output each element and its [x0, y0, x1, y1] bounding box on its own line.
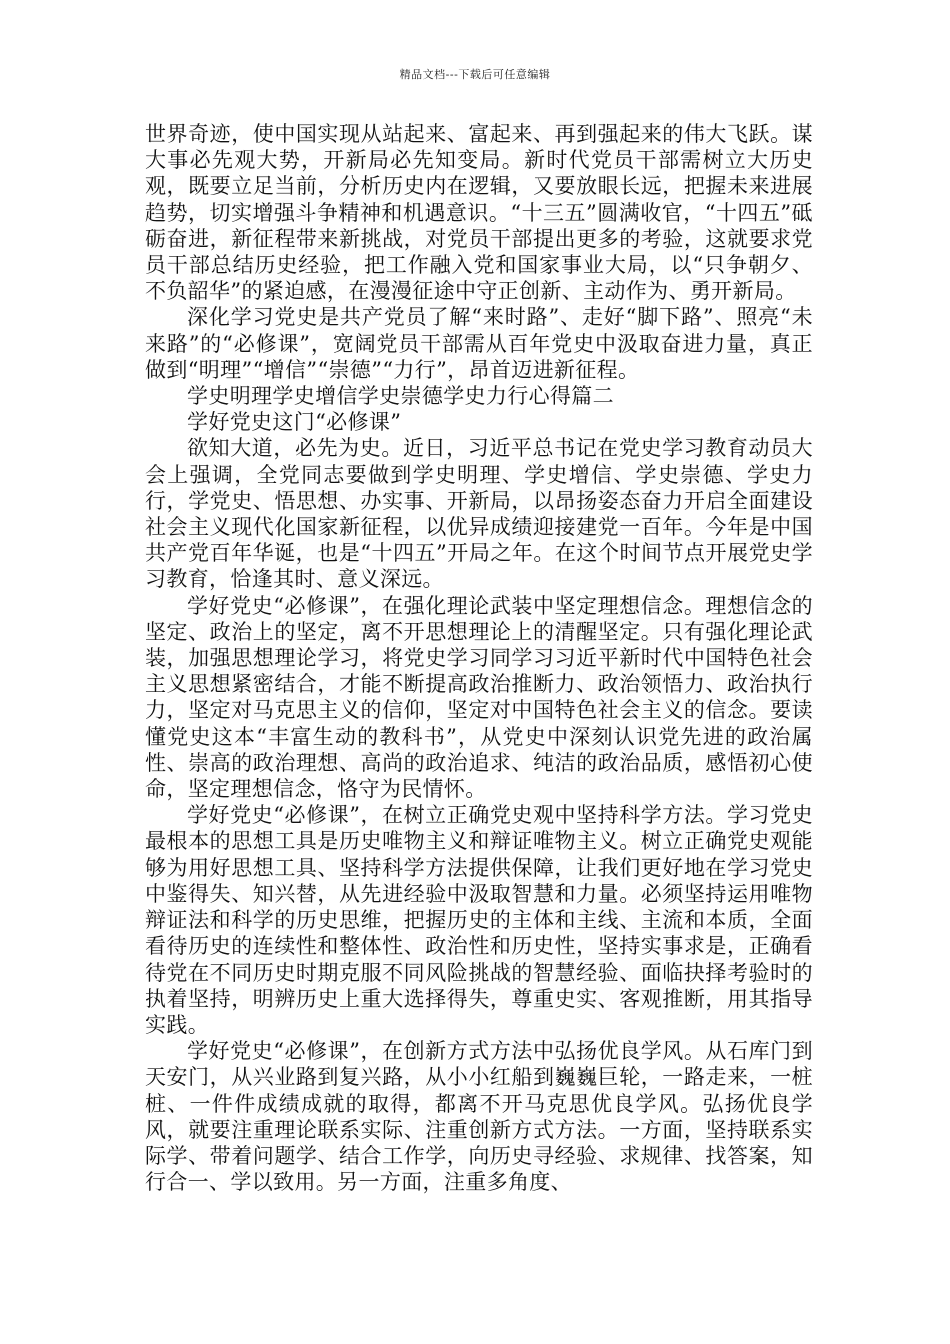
paragraph-5: 学好党史“必修课”，在树立正确党史观中坚持科学方法。学习党史最根本的思想工具是历史唯物主义和辩证唯物主义。树立正确党史观能够为用好思想工具、坚持科学方法提供保障，让我们更好地在学习党史中鉴得失、知兴替，从先进经验中汲取智慧和力量。必须坚持运用唯物辩证法和科学的历史思维，把握历史的主体和主线、主流和本质，全面看待历史的连续性和整体性、政治性和历史性，坚持实事求是，正确看待党在不同历史时期克服不同风险挑战的智慧经验、面临抉择考验时的执着坚持，明辨历史上重大选择得失，尊重史实、客观推断，用其指导实践。 — [145, 803, 813, 1037]
section-subtitle: 学好党史这门“必修课” — [187, 410, 402, 435]
paragraph-3: 欲知大道，必先为史。近日，习近平总书记在党史学习教育动员大会上强调，全党同志要做到学史明理、学史增信、学史崇德、学史力行，学党史、悟思想、办实事、开新局，以昂扬姿态奋力开启全面建设社会主义现代化国家新征程，以优异成绩迎接建党一百年。今年是中国共产党百年华诞，也是“十四五”开局之年。在这个时间节点开展党史学习教育，恰逢其时、意义深远。 — [145, 436, 813, 592]
section-title: 学史明理学史增信学史崇德学史力行心得篇二 — [187, 384, 614, 409]
paragraph-2: 深化学习党史是共产党员了解“来时路”、走好“脚下路”、照亮“未来路”的“必修课”，宽阔党员干部需从百年党史中汲取奋进力量，真正做到“明理”“增信”“崇德”“力行”，昂首迈进新征程。 — [145, 305, 813, 382]
document-body — [145, 121, 813, 1195]
paragraph-4: 学好党史“必修课”，在强化理论武装中坚定理想信念。理想信念的坚定、政治上的坚定，离不开思想理论上的清醒坚定。只有强化理论武装，加强思想理论学习，将党史学习同学习习近平新时代中国特色社会主义思想紧密结合，才能不断提高政治推断力、政治领悟力、政治执行力，坚定对马克思主义的信仰，坚定对中国特色社会主义的信念。要读懂党史这本“丰富生动的教科书”，从党史中深刻认识党先进的政治属性、崇高的政治理想、高尚的政治追求、纯洁的政治品质，感悟初心使命，坚定理想信念，恪守为民情怀。 — [145, 593, 813, 802]
paragraph-6: 学好党史“必修课”，在创新方式方法中弘扬优良学风。从石库门到天安门，从兴业路到复兴路，从小小红船到巍巍巨轮，一路走来，一桩桩、一件件成绩成就的取得，都离不开马克思优良学风。弘扬优良学风，就要注重理论联系实际、注重创新方式方法。一方面，坚持联系实际学、带着问题学、结合工作学，向历史寻经验、求规律、找答案，知行合一、学以致用。另一方面，注重多角度、 — [145, 1039, 813, 1195]
paragraph-1: 世界奇迹，使中国实现从站起来、富起来、再到强起来的伟大飞跃。谋大事必先观大势，开新局必先知变局。新时代党员干部需树立大历史观，既要立足当前，分析历史内在逻辑，又要放眼长远，把握未来进展趋势，切实增强斗争精神和机遇意识。“十三五”圆满收官，“十四五”砥砺奋进，新征程带来新挑战，对党员干部提出更多的考验，这就要求党员干部总结历史经验，把工作融入党和国家事业大局，以“只争朝夕、不负韶华”的紧迫感，在漫漫征途中守正创新、主动作为、勇开新局。 — [145, 122, 813, 304]
page-header: 精品文档---下载后可任意编辑 — [399, 68, 551, 81]
